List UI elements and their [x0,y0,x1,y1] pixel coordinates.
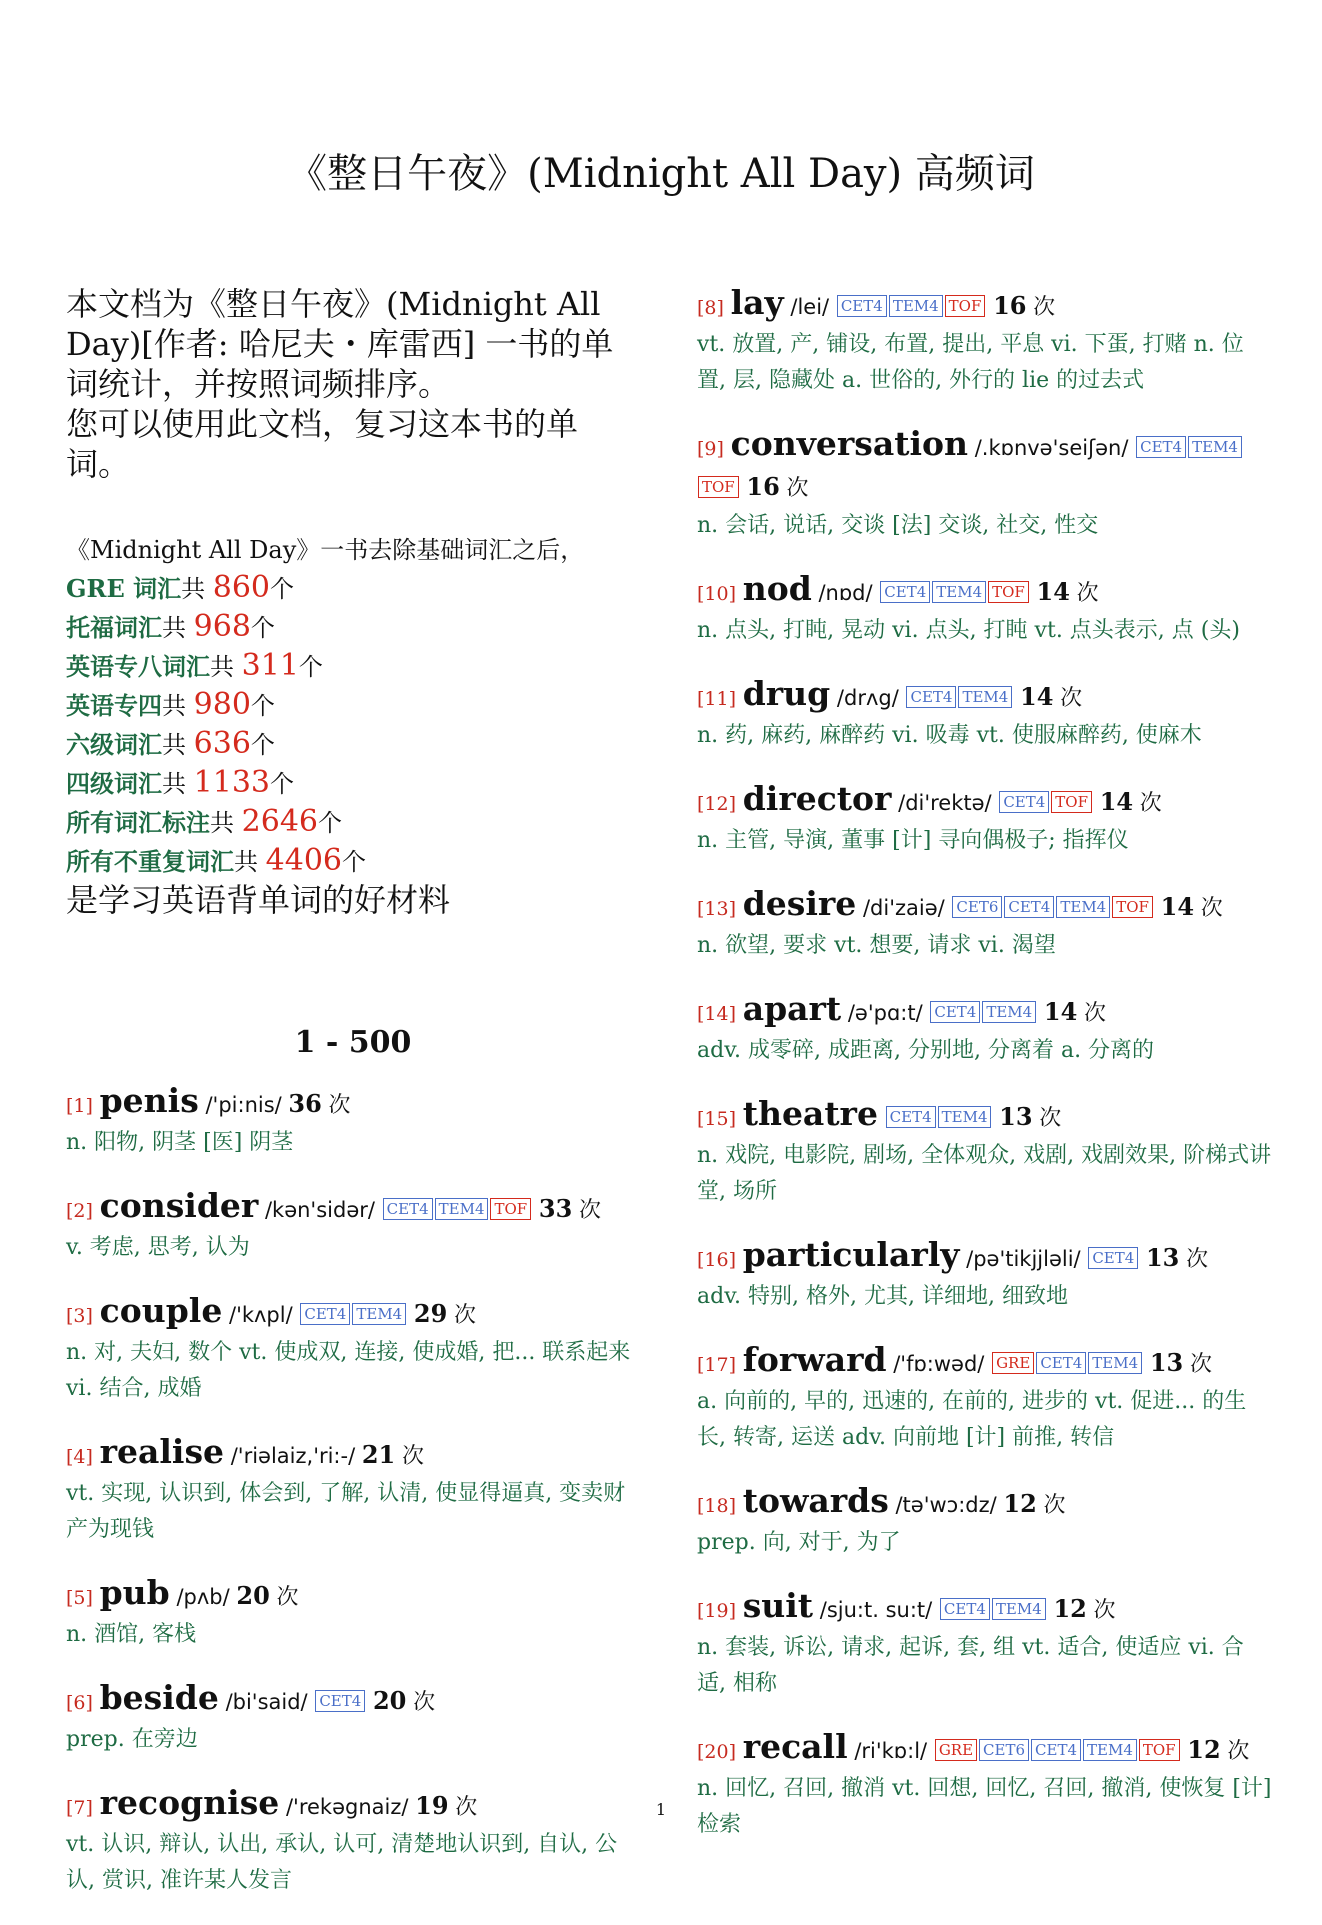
entry-word: recall [742,1727,848,1766]
entry-head [66,1679,640,1722]
stat-count: 980 [193,687,251,722]
exam-tag-badge: CET4 [1031,1739,1081,1761]
exam-tag-badge: TOF [1112,896,1153,918]
entry-word: drug [742,674,831,713]
exam-tag-badge: TEM4 [1188,436,1242,458]
entry-index: [2] [66,1200,93,1222]
entry-index: [4] [66,1446,93,1468]
exam-tag-badge: CET6 [979,1739,1029,1761]
exam-tag-badge: TOF [1139,1739,1180,1761]
entry-index: [17] [697,1354,737,1376]
entry-head [66,1433,640,1476]
entry-definition: vt. 实现, 认识到, 体会到, 了解, 认清, 使显得逼真, 变卖财产为现钱 [66,1481,626,1542]
stat-connector: 共 [210,653,242,681]
entry-phonetic: /lei/ [790,295,830,319]
word-list-right [697,284,1272,1843]
stat-count: 4406 [265,843,342,878]
entry-head [697,425,1272,508]
stat-label: 六级词汇 [66,730,162,759]
entry-head [697,1095,1272,1138]
document-title: 《整日午夜》(Midnight All Day) 高频词 [287,151,1035,197]
word-entry [66,1574,640,1653]
entry-index: [9] [697,438,724,460]
stat-line [66,686,640,725]
entry-head [697,1728,1272,1771]
stat-connector: 共 [162,731,194,759]
frequency-unit: 次 [1139,791,1162,816]
stat-count: 2646 [241,804,318,839]
entry-frequency: 19 [415,1791,449,1820]
exam-tag-badge: CET4 [300,1303,350,1325]
stat-label: 所有不重复词汇 [66,847,234,876]
frequency-unit: 次 [413,1690,436,1715]
frequency-unit: 次 [1093,1598,1116,1623]
stat-unit: 个 [250,731,275,759]
entry-head [697,1482,1272,1525]
frequency-unit: 次 [1033,295,1056,320]
entry-head [697,1341,1272,1384]
stats-closing: 是学习英语背单词的好材料 [66,881,451,919]
entry-frequency: 13 [1145,1243,1180,1272]
entry-head [66,1187,640,1230]
exam-tag-badge: TOF [490,1198,531,1220]
entry-phonetic: /'pi:nis/ [205,1093,282,1117]
frequency-unit: 次 [1186,1247,1209,1272]
stat-count: 968 [193,609,251,644]
entry-word: particularly [742,1235,960,1274]
entry-index: [6] [66,1692,93,1714]
exam-tag-badge: CET4 [906,686,956,708]
stat-count: 860 [212,570,270,605]
exam-tag-badge: TEM4 [938,1106,992,1128]
entry-word: suit [742,1586,814,1625]
entry-head [697,1236,1272,1279]
exam-tag-badge: CET4 [1004,896,1054,918]
word-entry [697,1236,1272,1315]
word-entry [697,284,1272,399]
entry-word: couple [99,1291,223,1330]
entry-phonetic: /bi'said/ [225,1690,308,1714]
word-entry [697,1482,1272,1561]
entry-definition: n. 会话, 说话, 交谈 [法] 交谈, 社交, 性交 [697,513,1099,538]
entry-phonetic: /di'zaiə/ [862,896,945,920]
frequency-unit: 次 [454,1303,477,1328]
frequency-unit: 次 [455,1795,478,1820]
entry-word: beside [99,1678,219,1717]
stat-line [66,608,640,647]
frequency-unit: 次 [1200,896,1223,921]
entry-phonetic: /ri'kɒ:l/ [854,1739,928,1763]
entry-definition: n. 阳物, 阴茎 [医] 阴茎 [66,1130,294,1155]
frequency-unit: 次 [1227,1739,1250,1764]
entry-word: nod [742,569,812,608]
entry-definition: n. 主管, 导演, 董事 [计] 寻向偶极子; 指挥仪 [697,828,1129,853]
stat-unit: 个 [342,848,366,876]
stat-connector: 共 [162,770,194,798]
stat-count: 636 [193,726,251,761]
stats-lead: 《Midnight All Day》一书去除基础词汇之后， [66,536,585,564]
stat-count: 311 [241,648,299,683]
stat-label: 所有词汇标注 [66,808,210,837]
stat-line [66,647,640,686]
intro-line-1: 本文档为《整日午夜》(Midnight All Day)[作者: 哈尼夫・库雷西] 一书的单词统计，并按照词频排序。 [66,285,614,403]
entry-phonetic: /sju:t. su:t/ [819,1598,933,1622]
stat-line [66,725,640,764]
exam-tag-badge: TEM4 [889,295,943,317]
entry-word: apart [742,989,842,1028]
entry-definition: n. 酒馆, 客栈 [66,1622,197,1647]
exam-tag-badge: TEM4 [1083,1739,1137,1761]
word-entry [697,1587,1272,1702]
entry-head [66,1574,640,1617]
entry-index: [7] [66,1797,93,1819]
entry-frequency: 13 [999,1102,1033,1131]
frequency-unit: 次 [786,476,809,501]
stat-line [66,569,640,608]
entry-frequency: 20 [372,1686,407,1715]
stat-line [66,803,640,842]
entry-definition: vt. 放置, 产, 铺设, 布置, 提出, 平息 vi. 下蛋, 打赌 n. 位置, 层, 隐藏处 a. 世俗的, 外行的 lie 的过去式 [697,332,1244,393]
entry-phonetic: /di'rektə/ [898,791,992,815]
entry-definition: adv. 特别, 格外, 尤其, 详细地, 细致地 [697,1284,1068,1309]
exam-tag-badge: CET4 [886,1106,936,1128]
frequency-unit: 次 [328,1093,351,1118]
left-column [66,284,640,1925]
entry-head [66,1082,640,1125]
exam-tag-badge: TEM4 [932,581,986,603]
stat-count: 1133 [193,765,270,800]
stat-unit: 个 [270,575,294,603]
entry-definition: n. 点头, 打盹, 晃动 vi. 点头, 打盹 vt. 点头表示, 点 (头) [697,618,1240,643]
stat-unit: 个 [298,653,323,681]
entry-phonetic: /pə'tikjjləli/ [966,1247,1081,1271]
entry-frequency: 21 [361,1440,396,1469]
entry-frequency: 14 [1043,997,1078,1026]
entry-definition: adv. 成零碎, 成距离, 分别地, 分离着 a. 分离的 [697,1038,1155,1063]
entry-frequency: 36 [288,1089,322,1118]
entry-head [66,1292,640,1335]
entry-head [697,570,1272,613]
frequency-unit: 次 [1189,1352,1212,1377]
stat-label: GRE 词汇 [66,574,182,603]
entry-head [697,675,1272,718]
entry-word: towards [742,1481,889,1520]
entry-definition: prep. 在旁边 [66,1727,198,1752]
entry-frequency: 16 [746,472,780,501]
entry-index: [11] [697,688,737,710]
exam-tag-badge: TEM4 [435,1198,489,1220]
entry-definition: n. 欲望, 要求 vt. 想要, 请求 vi. 渴望 [697,933,1056,958]
stat-connector: 共 [210,809,242,837]
frequency-unit: 次 [1060,686,1083,711]
frequency-unit: 次 [276,1585,299,1610]
exam-tag-badge: CET4 [1088,1247,1138,1269]
word-entry [697,570,1272,649]
entry-frequency: 33 [538,1194,573,1223]
word-entry [66,1187,640,1266]
entry-phonetic: /'kʌpl/ [229,1303,293,1327]
entry-phonetic: /tə'wɔ:dz/ [895,1493,997,1517]
entry-frequency: 29 [413,1299,448,1328]
entry-head [697,284,1272,327]
entry-head [697,990,1272,1033]
entry-frequency: 12 [1053,1594,1087,1623]
exam-tag-badge: CET4 [930,1001,980,1023]
entry-head [697,1587,1272,1630]
entry-index: [5] [66,1587,93,1609]
stat-label: 托福词汇 [66,613,162,642]
exam-tag-badge: CET4 [315,1690,365,1712]
page-number: 1 [655,1800,667,1819]
entry-definition: n. 对, 夫妇, 数个 vt. 使成双, 连接, 使成婚, 把... 联系起来 vi. 结合, 成婚 [66,1340,631,1401]
exam-tag-badge: TEM4 [992,1598,1046,1620]
frequency-unit: 次 [578,1198,601,1223]
stat-unit: 个 [270,770,294,798]
entry-word: realise [99,1432,225,1471]
stat-connector: 共 [162,614,194,642]
entry-index: [3] [66,1305,93,1327]
exam-tag-badge: CET4 [999,791,1049,813]
right-column [697,284,1272,1869]
entry-word: recognise [99,1783,280,1822]
stat-unit: 个 [318,809,342,837]
stat-label: 英语专八词汇 [66,652,210,681]
entry-index: [19] [697,1600,737,1622]
entry-phonetic: /'riəlaiz,'ri:-/ [230,1444,356,1468]
entry-index: [15] [697,1108,737,1130]
entry-definition: a. 向前的, 早的, 迅速的, 在前的, 进步的 vt. 促进... 的生长, 转寄, 运送 adv. 向前地 [计] 前推, 转信 [697,1389,1247,1450]
exam-tag-badge: TEM4 [958,686,1012,708]
exam-tag-badge: TEM4 [1088,1352,1142,1374]
entry-definition: vt. 认识, 辩认, 认出, 承认, 认可, 清楚地认识到, 自认, 公认, 赏识, 准许某人发言 [66,1832,618,1893]
exam-tag-badge: CET4 [940,1598,990,1620]
word-entry [66,1433,640,1548]
entry-index: [20] [697,1741,737,1763]
entry-index: [8] [697,297,724,319]
entry-word: desire [742,884,857,923]
entry-word: conversation [730,424,969,463]
entry-word: lay [730,283,784,322]
stat-unit: 个 [250,692,275,720]
word-entry [697,780,1272,859]
entry-index: [12] [697,793,737,815]
entry-phonetic: /kən'sidər/ [264,1198,375,1222]
frequency-unit: 次 [1076,581,1099,606]
entry-word: director [742,779,892,818]
entry-definition: prep. 向, 对于, 为了 [697,1530,901,1555]
frequency-unit: 次 [1039,1106,1062,1131]
stats-list [66,569,640,881]
entry-word: pub [99,1573,170,1612]
exam-tag-badge: CET4 [837,295,887,317]
entry-head [697,885,1272,928]
entry-phonetic: /pʌb/ [176,1585,230,1609]
stat-line [66,842,640,881]
entry-definition: n. 戏院, 电影院, 剧场, 全体观众, 戏剧, 戏剧效果, 阶梯式讲堂, 场所 [697,1143,1272,1204]
frequency-unit: 次 [1083,1001,1106,1026]
entry-frequency: 20 [236,1581,270,1610]
entry-index: [14] [697,1003,737,1025]
exam-tag-badge: TOF [945,295,986,317]
entry-phonetic: /ə'pɑ:t/ [847,1001,923,1025]
entry-frequency: 14 [1099,787,1134,816]
entry-definition: v. 考虑, 思考, 认为 [66,1235,250,1260]
entry-phonetic: /.kɒnvə'seiʃən/ [974,436,1129,460]
word-entry [697,990,1272,1069]
entry-frequency: 13 [1149,1348,1184,1377]
exam-tag-badge: CET4 [1136,436,1186,458]
entry-head [697,780,1272,823]
exam-tag-badge: TEM4 [352,1303,406,1325]
exam-tag-badge: TEM4 [1056,896,1110,918]
entry-phonetic: /'fɒ:wəd/ [893,1352,985,1376]
entry-index: [18] [697,1495,737,1517]
entry-word: theatre [742,1094,878,1133]
stat-label: 英语专四 [66,691,162,720]
entry-definition: n. 药, 麻药, 麻醉药 vi. 吸毒 vt. 使服麻醉药, 使麻木 [697,723,1202,748]
entry-index: [10] [697,583,737,605]
range-heading: 1 - 500 [294,1025,412,1060]
exam-tag-badge: CET6 [952,896,1002,918]
frequency-unit: 次 [1043,1493,1066,1518]
entry-frequency: 12 [1003,1489,1037,1518]
stat-unit: 个 [250,614,275,642]
exam-tag-badge: CET4 [880,581,930,603]
vocab-stats [66,532,640,881]
stat-line [66,764,640,803]
word-entry [697,1728,1272,1843]
intro-line-2: 您可以使用此文档，复习这本书的单词。 [66,405,579,483]
exam-tag-badge: TEM4 [982,1001,1036,1023]
entry-frequency: 16 [993,291,1027,320]
stat-label: 四级词汇 [66,769,162,798]
stat-connector: 共 [234,848,266,876]
exam-tag-badge: GRE [935,1739,977,1761]
word-entry [697,675,1272,754]
stat-connector: 共 [162,692,194,720]
entry-phonetic: /drʌg/ [836,686,899,710]
word-list-left [66,1082,640,1899]
frequency-unit: 次 [401,1444,424,1469]
entry-definition: n. 回忆, 召回, 撤消 vt. 回想, 回忆, 召回, 撤消, 使恢复 [计] 检索 [697,1776,1272,1837]
word-entry [66,1292,640,1407]
exam-tag-badge: TOF [1051,791,1092,813]
word-entry [697,1341,1272,1456]
exam-tag-badge: TOF [988,581,1029,603]
entry-definition: n. 套装, 诉讼, 请求, 起诉, 套, 组 vt. 适合, 使适应 vi. 合适, 相称 [697,1635,1244,1696]
entry-frequency: 12 [1187,1735,1221,1764]
intro-paragraph [66,284,640,484]
entry-word: consider [99,1186,259,1225]
entry-index: [13] [697,898,737,920]
entry-word: penis [99,1081,199,1120]
exam-tag-badge: CET4 [1036,1352,1086,1374]
entry-index: [1] [66,1095,93,1117]
entry-phonetic: /'rekəgnaiz/ [285,1795,409,1819]
word-entry [66,1679,640,1758]
entry-frequency: 14 [1160,892,1195,921]
entry-phonetic: /nɒd/ [818,581,873,605]
word-entry [66,1082,640,1161]
word-entry [697,885,1272,964]
exam-tag-badge: GRE [992,1352,1034,1374]
word-entry [697,425,1272,544]
entry-word: forward [742,1340,887,1379]
exam-tag-badge: TOF [698,476,739,498]
entry-index: [16] [697,1249,737,1271]
word-entry [697,1095,1272,1210]
entry-frequency: 14 [1036,577,1070,606]
exam-tag-badge: CET4 [383,1198,433,1220]
entry-frequency: 14 [1020,682,1054,711]
stat-connector: 共 [181,575,213,603]
